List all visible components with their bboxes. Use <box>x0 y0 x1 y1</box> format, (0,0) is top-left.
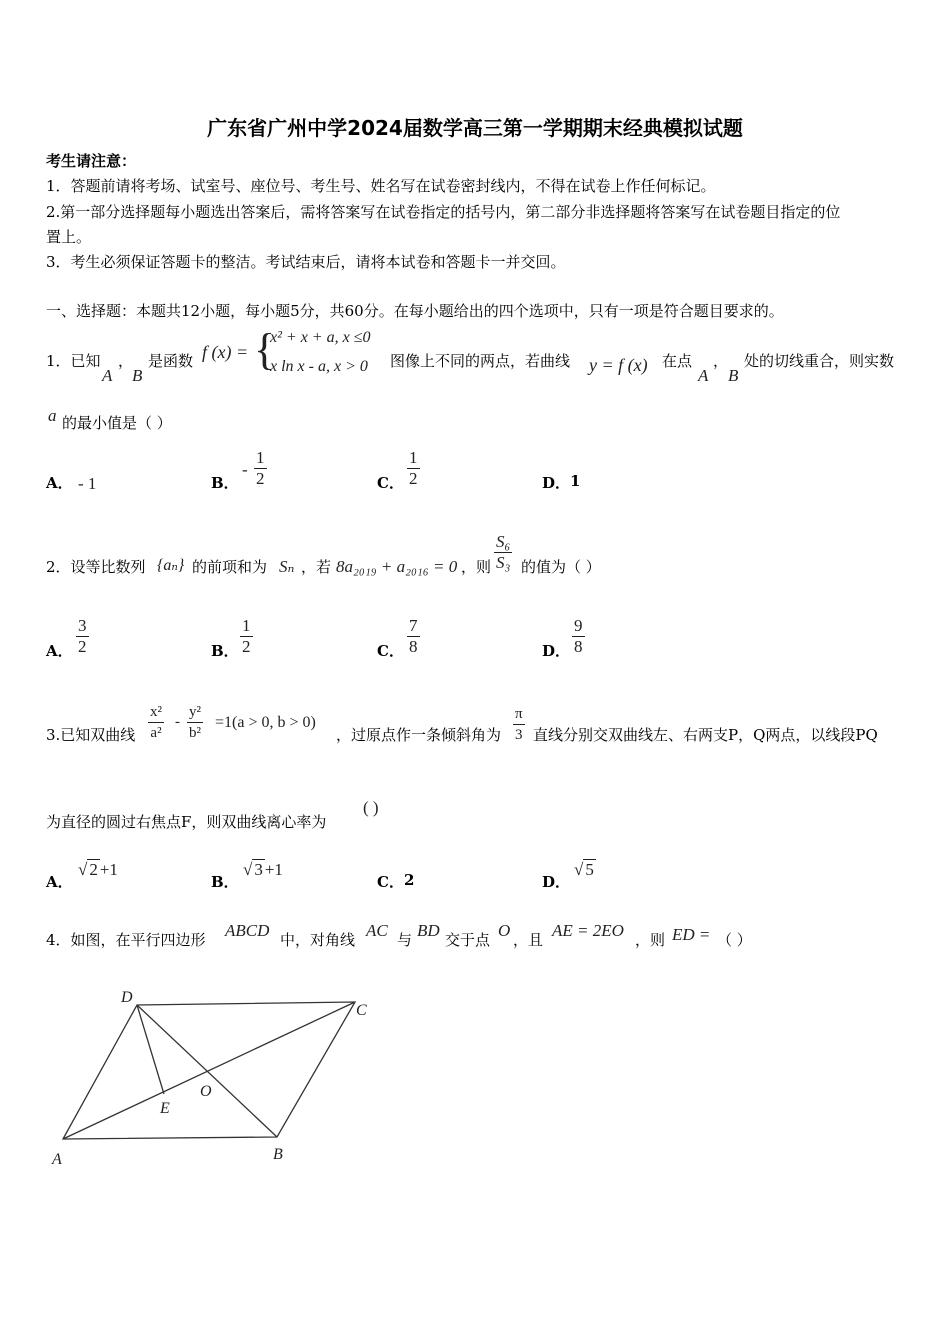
q3-option-b-plus: +1 <box>264 860 283 879</box>
q4-text-7: （ ） <box>717 931 752 949</box>
q3-option-a-label[interactable]: A． <box>46 873 73 891</box>
q1-option-c-num: 1 <box>409 448 418 467</box>
notice-item-2: 2.第一部分选择题每小题选出答案后，需将答案写在试卷指定的括号内，第二部分非选择题将答案写在试卷题目指定的位 <box>46 203 841 221</box>
q1-option-c-den: 2 <box>409 469 418 488</box>
notice-item-3: 3．考生必须保证答题卡的整洁。考试结束后，请将本试卷和答题卡一并交回。 <box>46 253 566 271</box>
q2-text-2: 的前项和为 <box>192 558 268 576</box>
q1-comma: ， <box>118 352 134 370</box>
q1-option-a-value: - 1 <box>78 474 97 493</box>
q2-option-a-label[interactable]: A． <box>46 642 73 660</box>
q3-text-2: ，过原点作一条倾斜角为 <box>336 726 502 744</box>
q2-text-3: ，若 <box>301 558 332 576</box>
q2-option-d-num: 9 <box>574 616 583 635</box>
q3-y-den: b² <box>189 725 201 741</box>
q3-x-den: a² <box>150 725 162 741</box>
q1-point-b: B <box>132 366 143 385</box>
q2-option-b-label[interactable]: B． <box>211 642 239 660</box>
q1-var-a: a <box>48 406 57 425</box>
q2-option-d-fraction <box>572 616 585 657</box>
q3-option-b-value: √ 3 +1 <box>243 860 283 879</box>
q4-text-4: 交于点 <box>445 931 491 949</box>
q3-option-c-value: 2 <box>404 871 415 889</box>
q2-text-5: 的值为（ ） <box>521 558 601 576</box>
q2-option-c-fraction <box>407 616 420 657</box>
q3-option-b-radicand: 3 <box>254 860 263 879</box>
q1-text-5: 处的切线重合，则实数 <box>744 352 895 370</box>
page-title: 广东省广州中学2024届数学高三第一学期期末经典模拟试题 <box>207 116 743 140</box>
q4-o: O <box>498 921 511 940</box>
q2-option-c-den: 8 <box>409 637 418 656</box>
q2-text-1: 2．设等比数列 <box>46 558 146 576</box>
q2-ratio-num: S₆ <box>496 532 511 551</box>
q3-text-1: 3.已知双曲线 <box>46 726 136 744</box>
q4-parallelogram-figure <box>40 975 380 1175</box>
q1-option-b-den: 2 <box>256 469 265 488</box>
figure-label-b: B <box>273 1146 283 1163</box>
q2-option-d-label[interactable]: D． <box>542 642 571 660</box>
q4-equation: AE = 2EO <box>552 921 624 940</box>
q1-text-4: 在点 <box>662 352 693 370</box>
q2-option-b-den: 2 <box>242 637 251 656</box>
q3-x-num: x² <box>150 704 162 720</box>
q3-angle-num: π <box>515 706 523 722</box>
q3-text-4: 为直径的圆过右焦点F，则双曲线离心率为 <box>46 813 327 831</box>
q4-text-3: 与 <box>397 931 413 949</box>
q3-blank: ( ) <box>363 798 379 817</box>
q1-point-b-2: B <box>728 366 739 385</box>
q3-option-d-radicand: 5 <box>585 860 594 879</box>
q1-text-3: 图像上不同的两点，若曲线 <box>390 352 571 370</box>
q4-text-5: ，且 <box>513 931 544 949</box>
q3-option-a-plus: +1 <box>99 860 118 879</box>
q1-comma-2: ， <box>713 352 729 370</box>
q1-option-b-sign: - <box>242 460 248 479</box>
q3-fraction-x <box>148 702 164 743</box>
diagonal-ac <box>63 1002 355 1139</box>
q1-text-6: 的最小值是（ ） <box>62 414 172 432</box>
q2-option-a-fraction <box>76 616 89 657</box>
q3-option-a-value: √ 2 +1 <box>78 860 118 879</box>
q3-option-d-value: √ 5 <box>574 860 594 879</box>
q4-ac: AC <box>366 921 388 940</box>
q1-option-c-fraction <box>407 448 420 489</box>
q4-bd: BD <box>417 921 440 940</box>
q2-option-a-den: 2 <box>78 637 87 656</box>
q2-option-c-label[interactable]: C． <box>377 642 404 660</box>
q2-ratio-den: S₃ <box>496 553 511 572</box>
q3-angle <box>513 704 525 745</box>
q4-text-2: 中，对角线 <box>280 931 356 949</box>
figure-label-o: O <box>200 1083 212 1100</box>
q4-abcd: ABCD <box>225 921 270 940</box>
figure-label-e: E <box>160 1100 170 1117</box>
q3-y-num: y² <box>189 704 201 720</box>
q1-option-d-label[interactable]: D． <box>542 474 571 492</box>
q4-ed: ED = <box>672 925 711 944</box>
q4-text-1: 4．如图，在平行四边形 <box>46 931 206 949</box>
q1-text-2: 是函数 <box>148 352 194 370</box>
q3-option-b-label[interactable]: B． <box>211 873 239 891</box>
figure-label-d: D <box>121 989 133 1006</box>
q3-fraction-y <box>187 702 203 743</box>
notice-item-1: 1．答题前请将考场、试室号、座位号、考生号、姓名写在试卷密封线内，不得在试卷上作任何标记。 <box>46 177 716 195</box>
q1-option-b-label[interactable]: B． <box>211 474 239 492</box>
q2-option-c-num: 7 <box>409 616 418 635</box>
notice-item-2-cont: 置上。 <box>46 228 92 246</box>
q3-option-d-label[interactable]: D． <box>542 873 571 891</box>
notice-heading: 考生请注意： <box>46 152 137 170</box>
figure-label-a: A <box>52 1151 62 1168</box>
q1-case-2: x ln x - a, x > 0 <box>270 358 368 375</box>
q1-function: f (x) = <box>202 342 249 362</box>
q2-option-b-num: 1 <box>242 616 251 635</box>
q1-option-b-num: 1 <box>256 448 265 467</box>
q2-text-4: ，则 <box>461 558 492 576</box>
q3-text-3: 直线分别交双曲线左、右两支P，Q两点，以线段PQ <box>533 726 878 744</box>
q1-option-a-label[interactable]: A． <box>46 474 73 492</box>
q4-text-6: ，则 <box>635 931 666 949</box>
q1-option-d-value: 1 <box>570 472 581 490</box>
q1-option-c-label[interactable]: C． <box>377 474 404 492</box>
q3-angle-den: 3 <box>515 727 523 743</box>
diagonal-bd <box>137 1005 277 1137</box>
q3-minus: - <box>175 714 180 730</box>
figure-label-c: C <box>356 1002 367 1019</box>
q2-sn: Sₙ <box>279 557 295 576</box>
q2-option-d-den: 8 <box>574 637 583 656</box>
section-heading: 一、选择题：本题共12小题，每小题5分，共60分。在每小题给出的四个选项中，只有一项是符合题目要求的。 <box>46 302 784 320</box>
q1-option-b-fraction <box>254 448 267 489</box>
q1-case-1: x² + x + a, x ≤0 <box>270 329 371 346</box>
q1-brace: { <box>254 325 276 374</box>
q3-equation-rest: =1(a > 0, b > 0) <box>215 714 316 731</box>
q2-equation: 8a₂₀₁₉ + a₂₀₁₆ = 0 <box>336 557 458 576</box>
q2-option-b-fraction <box>240 616 253 657</box>
q2-option-a-num: 3 <box>78 616 87 635</box>
q3-option-c-label[interactable]: C． <box>377 873 404 891</box>
q2-ratio <box>494 532 512 573</box>
q1-text-1: 1．已知 <box>46 352 101 370</box>
q1-point-a-2: A <box>698 366 709 385</box>
q1-point-a: A <box>102 366 113 385</box>
q3-option-a-radicand: 2 <box>89 860 98 879</box>
q1-curve: y = f (x) <box>589 355 648 375</box>
q2-sequence: {aₙ} <box>157 557 185 574</box>
